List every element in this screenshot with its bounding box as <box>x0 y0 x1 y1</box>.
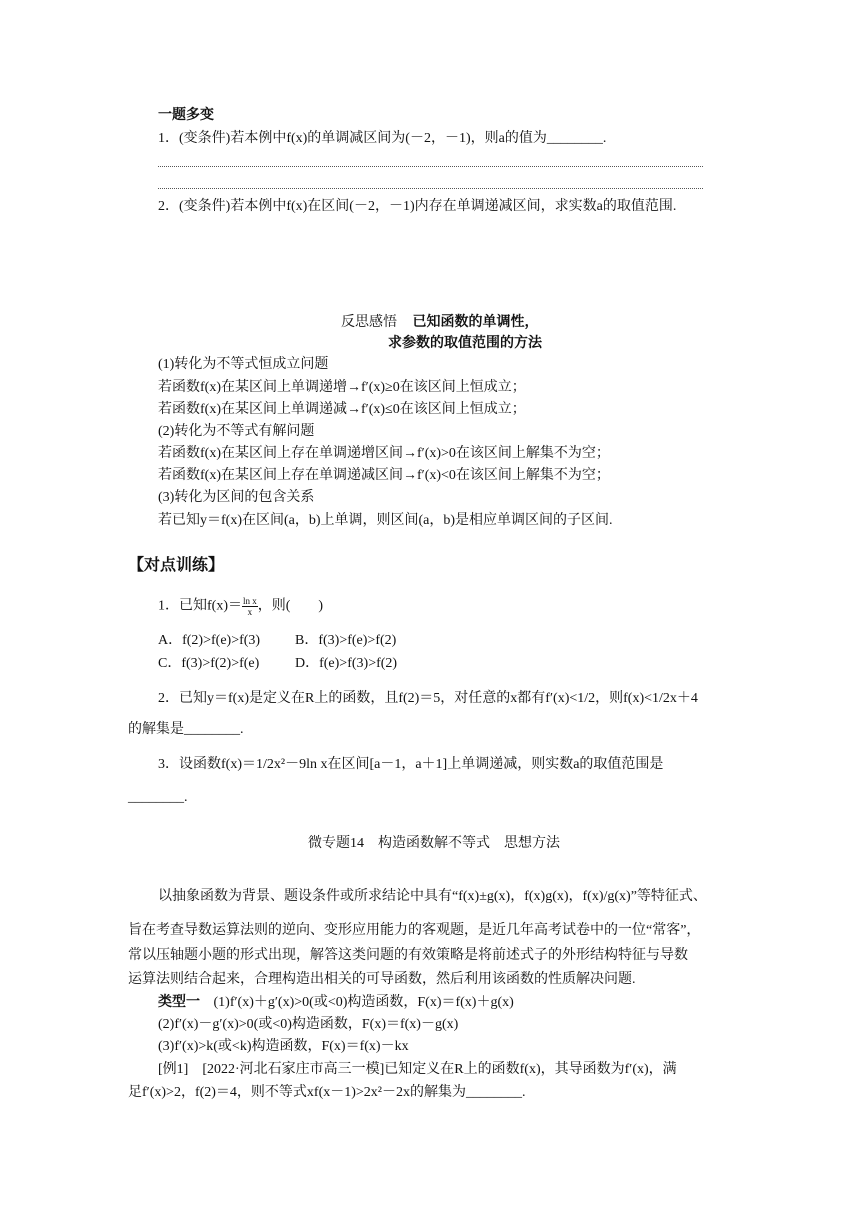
q1-suffix: ，则( ) <box>257 598 324 614</box>
type1-line3: (3)f′(x)>k(或<k)构造函数，F(x)＝f(x)－kx <box>158 1039 409 1054</box>
type1-text: (1)f′(x)＋g′(x)>0(或<0)构造函数，F(x)＝f(x)＋g(x) <box>213 995 514 1010</box>
answer-dotted-line-1 <box>158 166 703 167</box>
q1-option-d: D．f(e)>f(3)>f(2) <box>295 656 398 671</box>
answer-dotted-line-2 <box>158 188 703 189</box>
section-title-variants: 一题多变 <box>158 107 214 123</box>
type1-line1 <box>158 992 514 1013</box>
reflection-line: 若函数f(x)在某区间上存在单调递增区间→f′(x)>0在该区间上解集不为空； <box>158 446 610 461</box>
reflection-line: (1)转化为不等式恒成立问题 <box>158 357 329 372</box>
q1-numerator: ln x <box>243 596 257 606</box>
type1-label: 类型一 <box>158 994 200 1010</box>
reflection-line: (2)转化为不等式有解问题 <box>158 424 315 439</box>
q1-denominator: x <box>247 607 253 617</box>
micro-intro-line: 以抽象函数为背景、题设条件或所求结论中具有“f(x)±g(x)，f(x)g(x)，f(x)/g(x)”等特征式、 <box>158 889 707 904</box>
reflection-line: (3)转化为区间的包含关系 <box>158 490 315 505</box>
reflection-line: 若已知y＝f(x)在区间(a，b)上单调，则区间(a，b)是相应单调区间的子区间. <box>158 513 613 528</box>
training-question-2-line2: 的解集是________. <box>128 722 244 737</box>
micro-intro-line: 旨在考查导数运算法则的逆向、变形应用能力的客观题，是近几年高考试卷中的一位“常客”， <box>128 923 701 938</box>
type1-line2: (2)f′(x)－g′(x)>0(或<0)构造函数，F(x)＝f(x)－g(x) <box>158 1017 459 1032</box>
micro-topic-title: 微专题14 构造函数解不等式 思想方法 <box>308 836 560 851</box>
reflection-line: 若函数f(x)在某区间上单调递增→f′(x)≥0在该区间上恒成立； <box>158 380 526 395</box>
reflection-heading-line2: 求参数的取值范围的方法 <box>388 335 542 351</box>
variant-question-1: 1．(变条件)若本例中f(x)的单调减区间为(－2，－1)，则a的值为________. <box>158 131 607 146</box>
training-question-2-line1: 2．已知y＝f(x)是定义在R上的函数，且f(2)＝5，对任意的x都有f′(x)<1/2，则f(x)<1/2x＋4 <box>158 691 698 706</box>
example1-line2: 足f′(x)>2，f(2)＝4，则不等式xf(x－1)>2x²－2x的解集为________. <box>128 1085 526 1100</box>
q1-prefix: 1．已知f(x)＝ <box>158 598 242 614</box>
training-question-1 <box>158 596 323 617</box>
training-question-3-line1: 3．设函数f(x)＝1/2x²－9ln x在区间[a－1，a＋1]上单调递减，则实数a的取值范围是 <box>158 757 664 772</box>
reflection-line: 若函数f(x)在某区间上单调递减→f′(x)≤0在该区间上恒成立； <box>158 402 526 417</box>
micro-intro-line: 常以压轴题小题的形式出现，解答这类问题的有效策略是将前述式子的外形结构特征与导数 <box>128 948 688 963</box>
example1-line1: [例1] [2022·河北石家庄市高三一模]已知定义在R上的函数f(x)，其导函数为f′(x)，满 <box>158 1062 677 1077</box>
micro-intro-line: 运算法则结合起来，合理构造出相关的可导函数，然后利用该函数的性质解决问题. <box>128 972 636 987</box>
variant-question-2: 2．(变条件)若本例中f(x)在区间(－2，－1)内存在单调递减区间，求实数a的取值范围. <box>158 199 677 214</box>
training-question-3-line2: ________. <box>128 790 188 805</box>
q1-option-a: A．f(2)>f(e)>f(3) <box>158 633 261 648</box>
training-title: 【对点训练】 <box>128 555 225 574</box>
reflection-label: 反思感悟 <box>341 315 397 330</box>
reflection-heading-line1: 已知函数的单调性， <box>412 314 539 330</box>
q1-option-b: B．f(3)>f(e)>f(2) <box>295 633 397 648</box>
reflection-title <box>341 312 539 333</box>
q1-option-c: C．f(3)>f(2)>f(e) <box>158 656 260 671</box>
reflection-line: 若函数f(x)在某区间上存在单调递减区间→f′(x)<0在该区间上解集不为空； <box>158 468 610 483</box>
q1-fraction <box>242 596 258 617</box>
